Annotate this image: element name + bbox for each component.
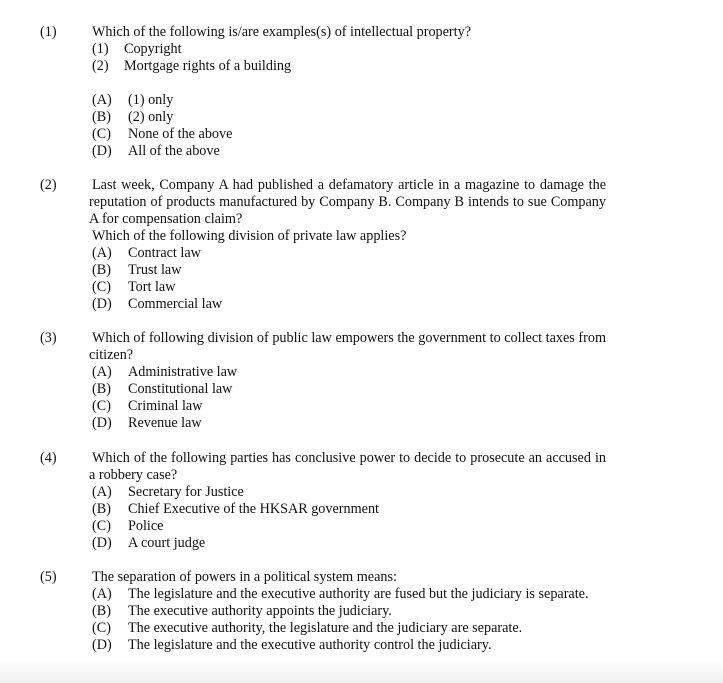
option-text: Chief Executive of the HKSAR government bbox=[128, 501, 379, 517]
option-text: Commercial law bbox=[128, 296, 223, 312]
option-a bbox=[89, 245, 606, 262]
question-body bbox=[89, 330, 606, 432]
option-d bbox=[89, 637, 606, 654]
option-d bbox=[89, 535, 606, 552]
option-label: (D) bbox=[92, 637, 112, 653]
statement-text: Mortgage rights of a building bbox=[124, 58, 292, 74]
option-text: None of the above bbox=[128, 126, 233, 142]
option-text: Trust law bbox=[128, 262, 182, 278]
option-b bbox=[89, 262, 606, 279]
option-text: All of the above bbox=[128, 143, 220, 159]
option-b bbox=[89, 603, 606, 620]
option-label: (B) bbox=[92, 109, 111, 125]
question-number: (5) bbox=[40, 569, 57, 585]
option-label: (B) bbox=[92, 381, 111, 397]
option-label: (C) bbox=[92, 279, 111, 295]
option-label: (C) bbox=[92, 126, 111, 142]
option-label: (A) bbox=[92, 364, 112, 380]
option-label: (C) bbox=[92, 620, 111, 636]
option-c bbox=[89, 279, 606, 296]
question-number: (1) bbox=[40, 24, 57, 40]
option-text: The executive authority, the legislature and the judiciary are separate. bbox=[128, 620, 523, 636]
option-text: Administrative law bbox=[128, 364, 238, 380]
question-stem: Last week, Company A had published a defamatory article in a magazine to damage the reputation of products manufactured by Company B. Company B intends to sue Company A for compensation claim? bbox=[89, 177, 606, 227]
option-label: (D) bbox=[92, 296, 112, 312]
option-label: (D) bbox=[92, 415, 112, 431]
question-body bbox=[89, 177, 606, 313]
option-label: (D) bbox=[92, 143, 112, 159]
option-c bbox=[89, 518, 606, 535]
question-number: (3) bbox=[40, 330, 57, 346]
question-number: (2) bbox=[40, 177, 57, 193]
option-b bbox=[89, 501, 606, 518]
question-body bbox=[89, 569, 606, 654]
bottom-shadow bbox=[0, 659, 723, 683]
option-text: (1) only bbox=[128, 92, 174, 108]
option-c bbox=[89, 126, 606, 143]
option-d bbox=[89, 296, 606, 313]
question-stem: Which of the following parties has conclusive power to decide to prosecute an accused in a robbery case? bbox=[89, 450, 606, 483]
option-label: (A) bbox=[92, 245, 112, 261]
option-text: The legislature and the executive authority are fused but the judiciary is separate. bbox=[128, 586, 589, 602]
option-a bbox=[89, 586, 606, 603]
option-text: Contract law bbox=[128, 245, 201, 261]
option-label: (B) bbox=[92, 262, 111, 278]
option-label: (A) bbox=[92, 586, 112, 602]
question-body bbox=[89, 24, 606, 160]
option-c bbox=[89, 620, 606, 637]
option-text: Criminal law bbox=[128, 398, 203, 414]
statement-label: (2) bbox=[92, 58, 109, 74]
statement-label: (1) bbox=[92, 41, 109, 57]
question-stem-2: Which of the following division of private law applies? bbox=[92, 228, 407, 244]
option-text: Tort law bbox=[128, 279, 176, 295]
option-text: Police bbox=[128, 518, 164, 534]
question-body bbox=[89, 450, 606, 552]
option-text: Constitutional law bbox=[128, 381, 233, 397]
option-label: (C) bbox=[92, 398, 111, 414]
option-text: A court judge bbox=[128, 535, 206, 551]
option-b bbox=[89, 381, 606, 398]
option-d bbox=[89, 415, 606, 432]
option-a bbox=[89, 484, 606, 501]
option-label: (C) bbox=[92, 518, 111, 534]
question-stem: Which of the following is/are examples(s) of intellectual property? bbox=[92, 24, 471, 40]
option-text: Secretary for Justice bbox=[128, 484, 244, 500]
option-a bbox=[89, 92, 606, 109]
option-label: (B) bbox=[92, 603, 111, 619]
option-label: (D) bbox=[92, 535, 112, 551]
statement-text: Copyright bbox=[124, 41, 182, 57]
option-label: (B) bbox=[92, 501, 111, 517]
option-text: Revenue law bbox=[128, 415, 202, 431]
question-stem: Which of following division of public law empowers the government to collect taxes from citizen? bbox=[89, 330, 606, 363]
statement-1 bbox=[89, 41, 606, 58]
option-label: (A) bbox=[92, 484, 112, 500]
option-text: The legislature and the executive authority control the judiciary. bbox=[128, 637, 492, 653]
question-number: (4) bbox=[40, 450, 57, 466]
option-text: The executive authority appoints the judiciary. bbox=[128, 603, 392, 619]
option-text: (2) only bbox=[128, 109, 174, 125]
option-b bbox=[89, 109, 606, 126]
option-label: (A) bbox=[92, 92, 112, 108]
question-stem: The separation of powers in a political system means: bbox=[92, 569, 397, 585]
option-d bbox=[89, 143, 606, 160]
option-c bbox=[89, 398, 606, 415]
option-a bbox=[89, 364, 606, 381]
statement-2 bbox=[89, 58, 606, 75]
